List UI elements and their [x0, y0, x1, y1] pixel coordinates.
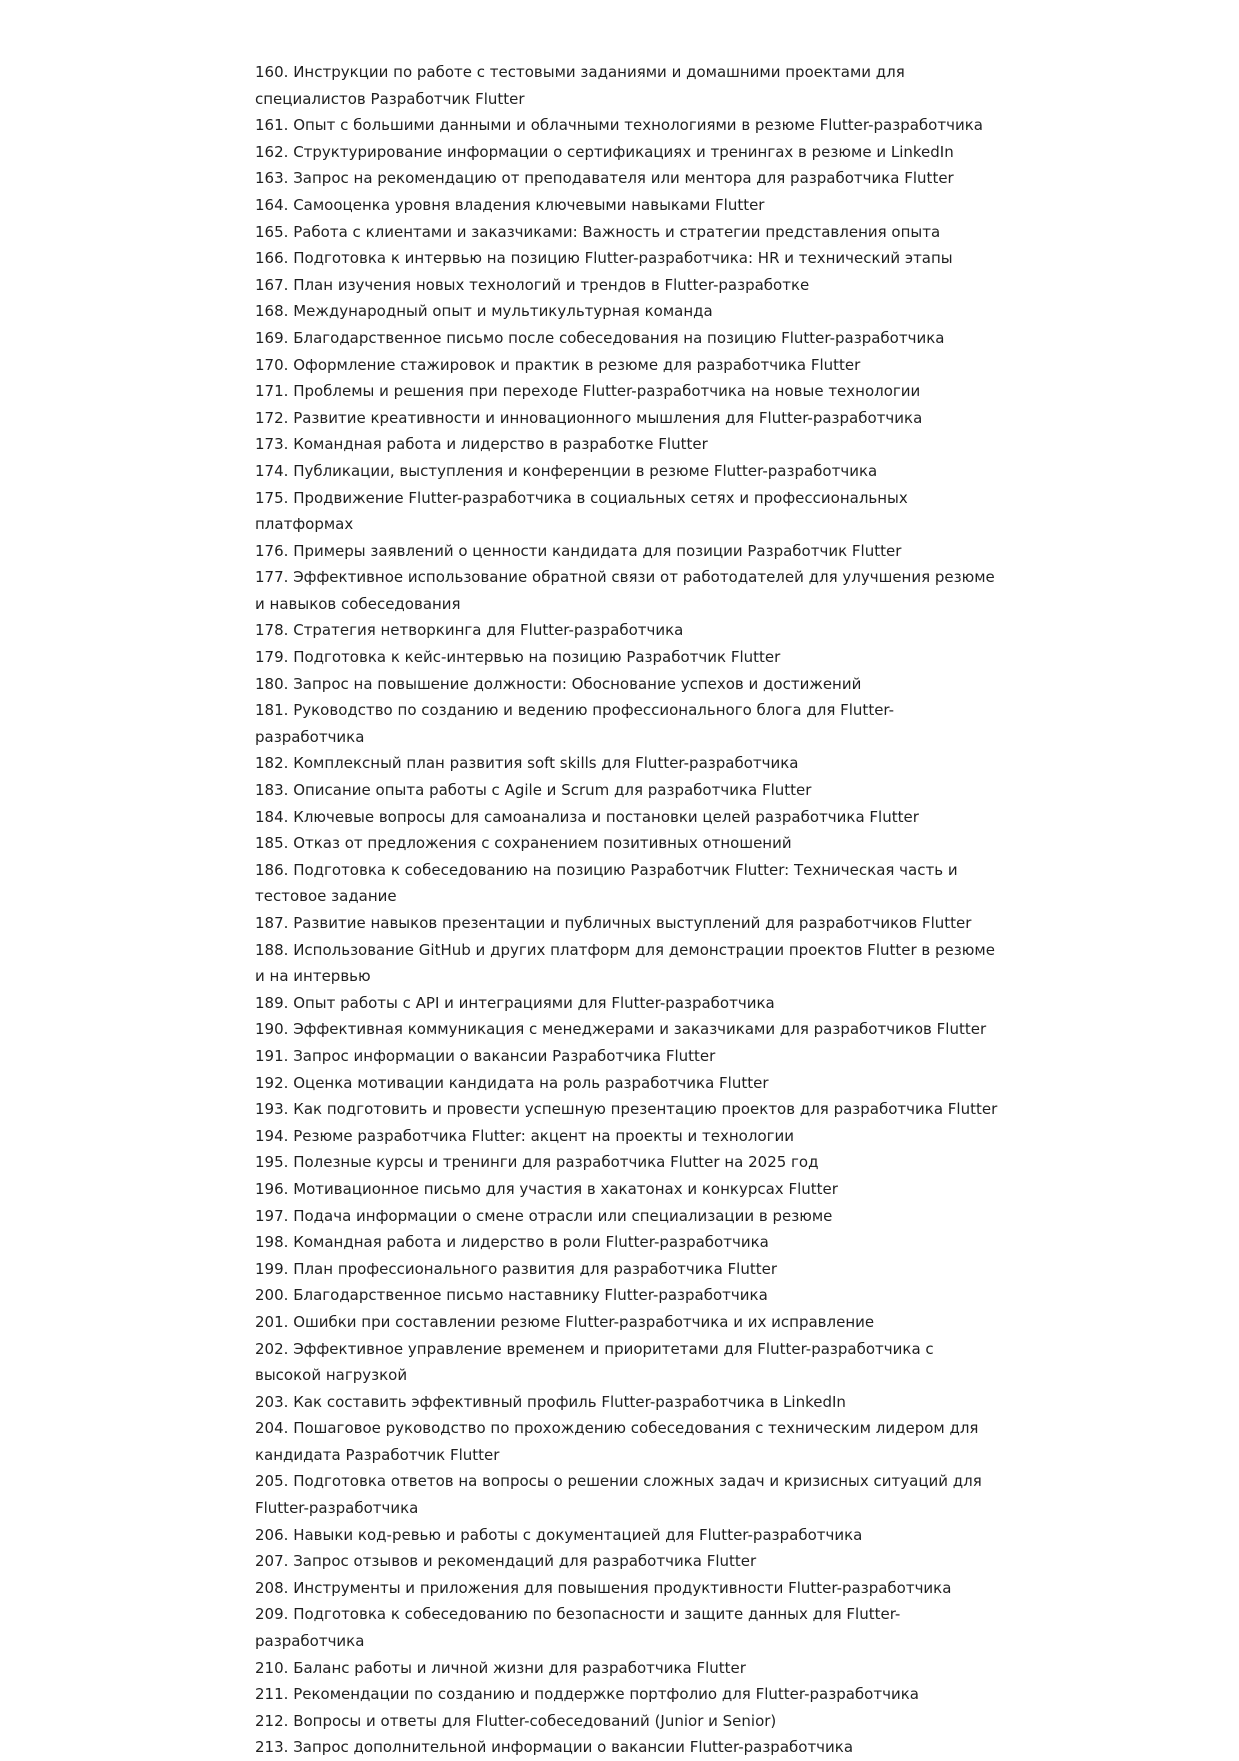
list-item-text: Благодарственное письмо после собеседования на позицию Flutter-разработчика [293, 328, 945, 347]
list-item-number: 166. [255, 249, 289, 268]
list-item [255, 1601, 1000, 1654]
list-item-number: 207. [255, 1552, 289, 1571]
list-item [255, 1734, 1000, 1761]
list-item-text: Подготовка ответов на вопросы о решении сложных задач и кризисных ситуаций для Flutter-разработчика [255, 1472, 982, 1518]
list-item-number: 171. [255, 382, 289, 401]
list-item-number: 188. [255, 940, 289, 959]
list-item-number: 194. [255, 1126, 289, 1145]
list-item [255, 1123, 1000, 1150]
list-item-text: Работа с клиентами и заказчиками: Важность и стратегии представления опыта [293, 222, 941, 241]
list-item [255, 1548, 1000, 1575]
list-item [255, 485, 1000, 538]
list-item-number: 210. [255, 1658, 289, 1677]
list-item-number: 180. [255, 674, 289, 693]
list-item-text: Пошаговое руководство по прохождению собеседования с техническим лидером для кандидата Разработчик Flutter [255, 1419, 979, 1464]
list-item-number: 175. [255, 488, 289, 507]
list-item [255, 1309, 1000, 1336]
list-item [255, 139, 1000, 166]
list-item [255, 1389, 1000, 1416]
list-item-number: 167. [255, 275, 289, 294]
list-item [255, 804, 1000, 831]
list-item-text: Полезные курсы и тренинги для разработчика Flutter на 2025 год [293, 1153, 819, 1172]
list-item-text: Как подготовить и провести успешную презентацию проектов для разработчика Flutter [293, 1100, 998, 1119]
list-item [255, 378, 1000, 405]
list-item [255, 1096, 1000, 1123]
list-item-text: Эффективная коммуникация с менеджерами и заказчиками для разработчиков Flutter [293, 1020, 987, 1039]
list-item [255, 910, 1000, 937]
list-item-text: Развитие навыков презентации и публичных выступлений для разработчиков Flutter [293, 914, 972, 932]
list-item-number: 212. [255, 1711, 289, 1730]
list-item [255, 697, 1000, 750]
list-item [255, 1681, 1000, 1708]
list-item-text: Запрос на рекомендацию от преподавателя или ментора для разработчика Flutter [293, 169, 954, 188]
list-item-text: Ключевые вопросы для самоанализа и постановки целей разработчика Flutter [293, 807, 919, 826]
list-item-number: 213. [255, 1738, 289, 1757]
list-item-text: Подготовка к кейс-интервью на позицию Разработчик Flutter [293, 648, 781, 667]
list-item-number: 203. [255, 1392, 289, 1411]
list-item-text: Опыт с большими данными и облачными технологиями в резюме Flutter-разработчика [293, 116, 983, 135]
list-item-text: Публикации, выступления и конференции в резюме Flutter-разработчика [293, 461, 878, 480]
list-item [255, 1203, 1000, 1230]
document-content [255, 59, 1000, 1761]
list-item-number: 165. [255, 222, 289, 241]
list-item-number: 193. [255, 1100, 289, 1119]
list-item-text: Инструкции по работе с тестовыми заданиями и домашними проектами для специалистов Разработчик Flutter [255, 63, 905, 108]
list-item-number: 178. [255, 621, 289, 640]
list-item-text: Запрос на повышение должности: Обоснование успехов и достижений [293, 674, 862, 693]
list-item [255, 325, 1000, 352]
list-item-number: 205. [255, 1472, 289, 1491]
list-item-text: Руководство по созданию и ведению профессионального блога для Flutter-разработчика [255, 701, 895, 746]
list-item-text: Резюме разработчика Flutter: акцент на проекты и технологии [293, 1126, 794, 1145]
list-item [255, 1575, 1000, 1602]
list-item-text: Рекомендации по созданию и поддержке портфолио для Flutter-разработчика [293, 1685, 919, 1704]
list-item-number: 211. [255, 1685, 289, 1704]
list-item [255, 1016, 1000, 1043]
list-item-number: 169. [255, 328, 289, 347]
list-item-number: 183. [255, 781, 289, 800]
list-item-number: 197. [255, 1206, 289, 1225]
list-item-text: Самооценка уровня владения ключевыми навыками Flutter [293, 195, 765, 214]
list-item-number: 182. [255, 754, 289, 773]
list-item-number: 202. [255, 1339, 289, 1358]
list-item-number: 196. [255, 1179, 289, 1198]
list-item [255, 405, 1000, 432]
list-item-text: Командная работа и лидерство в роли Flutter-разработчика [293, 1233, 769, 1252]
list-item [255, 458, 1000, 485]
list-item [255, 112, 1000, 139]
list-item-text: Описание опыта работы с Agile и Scrum для разработчика Flutter [293, 781, 812, 800]
list-item [255, 272, 1000, 299]
list-item [255, 671, 1000, 698]
list-item-number: 206. [255, 1525, 289, 1544]
list-item-text: Эффективное управление временем и приоритетами для Flutter-разработчика с высокой нагрузкой [255, 1339, 934, 1385]
list-item [255, 1336, 1000, 1389]
list-item [255, 990, 1000, 1017]
list-item [255, 1256, 1000, 1283]
list-item [255, 937, 1000, 990]
list-item [255, 1655, 1000, 1682]
list-item [255, 538, 1000, 565]
list-item-text: Подготовка к собеседованию на позицию Разработчик Flutter: Техническая часть и тестовое задание [255, 860, 958, 906]
list-item [255, 1229, 1000, 1256]
list-item-number: 179. [255, 648, 289, 667]
list-item-number: 164. [255, 195, 289, 214]
list-item [255, 245, 1000, 272]
list-item-number: 170. [255, 355, 289, 374]
list-item [255, 192, 1000, 219]
list-item-text: Проблемы и решения при переходе Flutter-разработчика на новые технологии [293, 382, 921, 401]
list-item-number: 172. [255, 408, 289, 427]
list-item [255, 1070, 1000, 1097]
list-item-text: Ошибки при составлении резюме Flutter-разработчика и их исправление [293, 1312, 875, 1331]
list-item [255, 564, 1000, 617]
list-item-number: 199. [255, 1259, 289, 1278]
list-item-text: Навыки код-ревью и работы с документацией для Flutter-разработчика [293, 1525, 863, 1544]
list-item [255, 1708, 1000, 1735]
list-item-text: Командная работа и лидерство в разработке Flutter [293, 435, 708, 454]
list-item-text: Продвижение Flutter-разработчика в социальных сетях и профессиональных платформах [255, 488, 908, 534]
list-item-number: 185. [255, 834, 289, 853]
list-item-text: Инструменты и приложения для повышения продуктивности Flutter-разработчика [293, 1578, 952, 1597]
list-item-text: Стратегия нетворкинга для Flutter-разработчика [293, 621, 684, 640]
list-item [255, 431, 1000, 458]
list-item [255, 777, 1000, 804]
list-item-text: Оценка мотивации кандидата на роль разработчика Flutter [293, 1073, 769, 1092]
list-item-number: 189. [255, 993, 289, 1012]
list-item-text: План профессионального развития для разработчика Flutter [293, 1259, 778, 1278]
list-item [255, 59, 1000, 112]
list-item-number: 204. [255, 1419, 289, 1438]
list-item-text: Запрос дополнительной информации о вакансии Flutter-разработчика [293, 1738, 854, 1757]
list-item-text: Запрос отзывов и рекомендаций для разработчика Flutter [293, 1552, 757, 1571]
list-item [255, 644, 1000, 671]
list-item-number: 161. [255, 116, 289, 135]
list-item-number: 209. [255, 1605, 289, 1624]
list-item-number: 160. [255, 63, 289, 81]
list-item [255, 1282, 1000, 1309]
list-item-number: 191. [255, 1046, 289, 1065]
list-item [255, 617, 1000, 644]
list-item-number: 168. [255, 302, 289, 321]
list-item-number: 198. [255, 1233, 289, 1252]
list-item-number: 190. [255, 1020, 289, 1039]
list-item-text: Запрос информации о вакансии Разработчика Flutter [293, 1046, 716, 1065]
list-item-number: 163. [255, 169, 289, 188]
list-item-number: 173. [255, 435, 289, 454]
list-item-number: 192. [255, 1073, 289, 1092]
list-item [255, 1468, 1000, 1521]
list-item [255, 165, 1000, 192]
list-item-text: Вопросы и ответы для Flutter-собеседований (Junior и Senior) [293, 1711, 777, 1730]
list-item-number: 200. [255, 1286, 289, 1305]
list-item [255, 1415, 1000, 1468]
list-item-text: Эффективное использование обратной связи от работодателей для улучшения резюме и навыков собеседования [255, 568, 995, 613]
list-item-text: Оформление стажировок и практик в резюме для разработчика Flutter [293, 355, 861, 374]
list-item-number: 176. [255, 541, 289, 560]
list-item-number: 162. [255, 142, 289, 161]
list-item-text: Подготовка к интервью на позицию Flutter-разработчика: HR и технический этапы [293, 249, 953, 268]
list-item-text: Комплексный план развития soft skills для Flutter-разработчика [293, 754, 799, 773]
list-item-number: 195. [255, 1153, 289, 1172]
list-item-number: 174. [255, 461, 289, 480]
list-item-number: 177. [255, 568, 289, 587]
list-item [255, 1522, 1000, 1549]
list-item-number: 208. [255, 1578, 289, 1597]
list-item [255, 1149, 1000, 1176]
list-item-number: 186. [255, 860, 289, 879]
list-item-text: Опыт работы с API и интеграциями для Flutter-разработчика [293, 993, 775, 1012]
list-item-text: Примеры заявлений о ценности кандидата для позиции Разработчик Flutter [293, 541, 902, 560]
list-item-number: 181. [255, 701, 289, 720]
list-item-text: Мотивационное письмо для участия в хакатонах и конкурсах Flutter [293, 1179, 838, 1198]
list-item-text: Как составить эффективный профиль Flutter-разработчика в LinkedIn [293, 1392, 846, 1411]
list-item-text: План изучения новых технологий и трендов в Flutter-разработке [293, 275, 810, 294]
list-item [255, 219, 1000, 246]
list-item [255, 750, 1000, 777]
list-item-text: Развитие креативности и инновационного мышления для Flutter-разработчика [293, 408, 923, 427]
list-item-text: Баланс работы и личной жизни для разработчика Flutter [293, 1658, 746, 1677]
list-item [255, 1176, 1000, 1203]
list-item-text: Международный опыт и мультикультурная команда [293, 302, 713, 321]
list-item [255, 830, 1000, 857]
list-item-number: 187. [255, 914, 289, 932]
list-item-number: 201. [255, 1312, 289, 1331]
list-item [255, 857, 1000, 910]
list-item [255, 1043, 1000, 1070]
list-item-text: Отказ от предложения с сохранением позитивных отношений [293, 834, 792, 853]
list-item-text: Благодарственное письмо наставнику Flutter-разработчика [293, 1286, 768, 1305]
numbered-list [255, 59, 1000, 1761]
list-item-text: Подготовка к собеседованию по безопасности и защите данных для Flutter-разработчика [255, 1605, 901, 1651]
list-item-text: Использование GitHub и других платформ для демонстрации проектов Flutter в резюме и на интервью [255, 940, 995, 986]
list-item [255, 352, 1000, 379]
list-item [255, 298, 1000, 325]
list-item-text: Подача информации о смене отрасли или специализации в резюме [293, 1206, 833, 1225]
list-item-number: 184. [255, 807, 289, 826]
list-item-text: Структурирование информации о сертификациях и тренингах в резюме и LinkedIn [293, 142, 954, 161]
